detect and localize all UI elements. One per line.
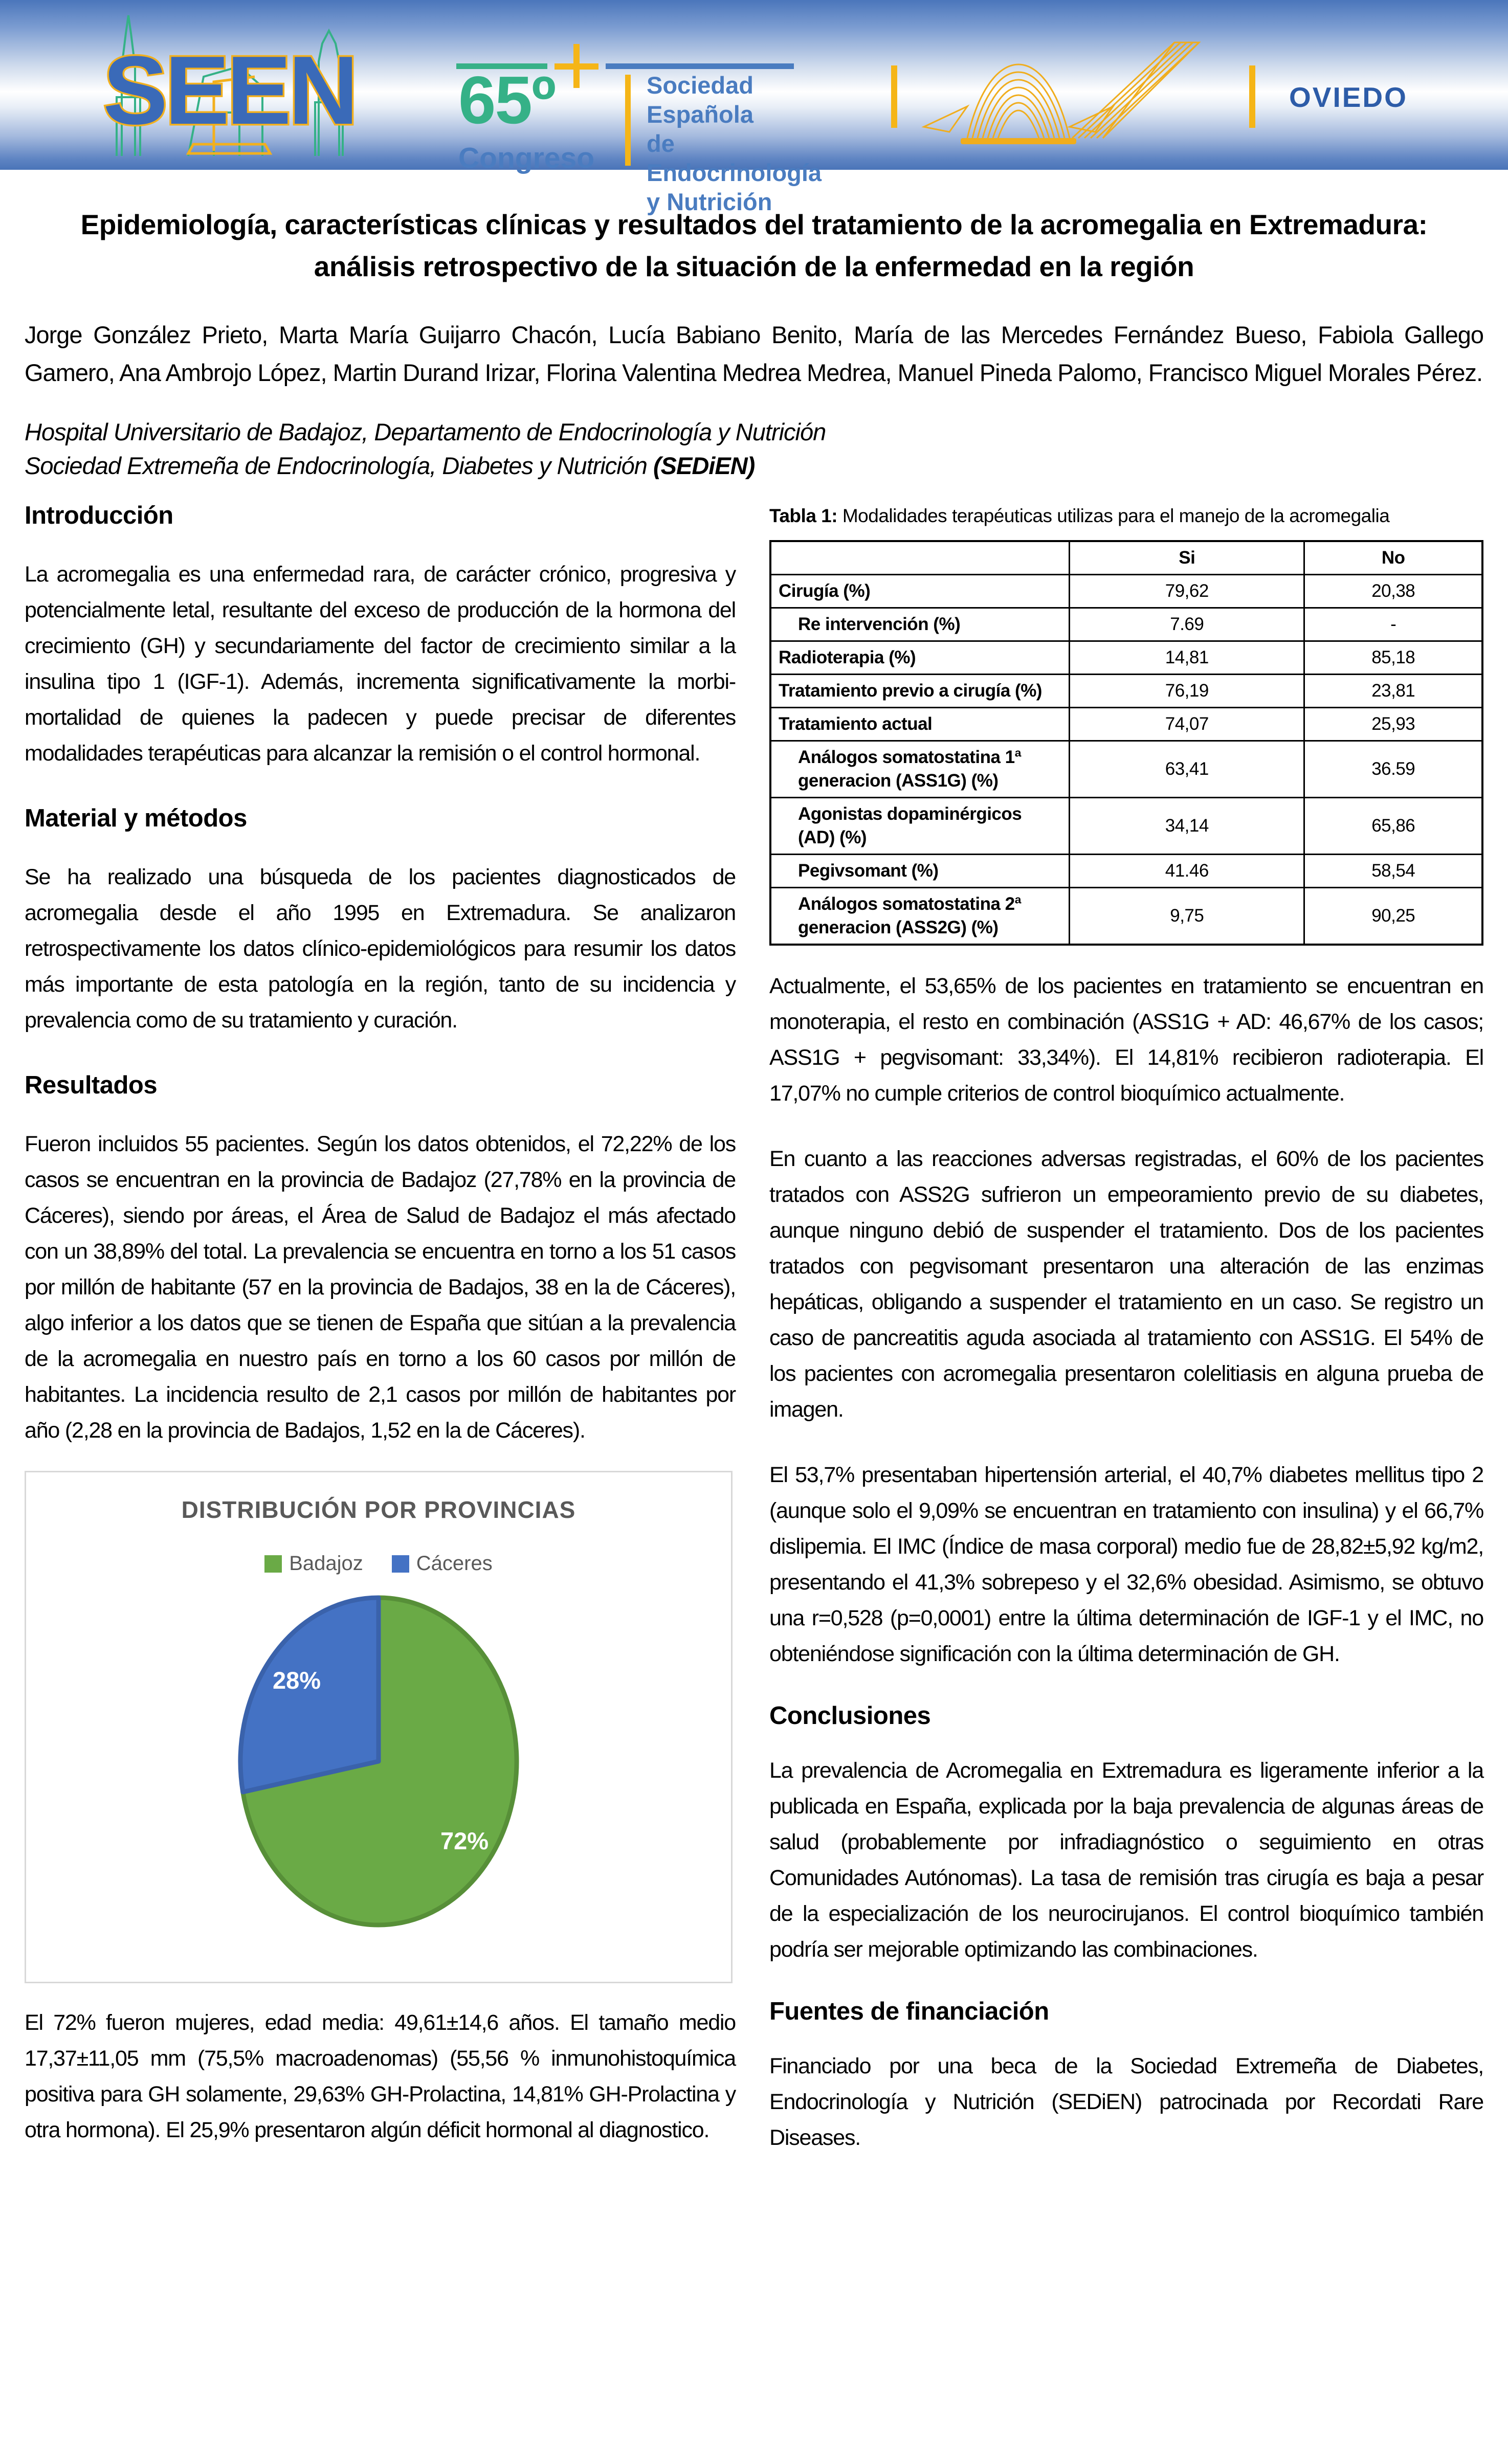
blue-line (606, 63, 794, 69)
section-heading-metodos: Material y métodos (25, 804, 247, 832)
resultados-text2: El 72% fueron mujeres, edad media: 49,61±14,6 años. El tamaño medio 17,37±11,05 mm (75,5% macroadenomas) (55,56 % inmunohistoquímica positiva para GH solamente, 29,63% GH-Prolactina, 14,81% GH-Prolactina y otra hormona). El 25,9% presentaron algún déficit hormonal al diagnostico. (25, 2010, 736, 2142)
section-heading-financiacion: Fuentes de financiación (769, 1998, 1049, 2025)
affiliations (25, 415, 1483, 483)
pie-slice-caceres (240, 1598, 379, 1792)
header-si: Si (1070, 541, 1304, 575)
society-line2: de Endocrinología (647, 130, 822, 186)
section-heading-introduccion: Introducción (25, 502, 173, 529)
conclusiones-text: La prevalencia de Acromegalia en Extremadura es ligeramente inferior a la publicada en España, explicada por la baja prevalencia de algunas áreas de salud (probablemente por infradiagnóstico o seguimiento en otras Comunidades Autónomas). La tasa de remisión tras cirugía es baja a pesar de la especialización de los neurocirujanos. El control bioquímico también podría ser mejorable optimizando las combinaciones. (769, 1758, 1483, 1962)
header-no: No (1304, 541, 1482, 575)
legend-item-badajoz (264, 1552, 363, 1575)
header-banner (0, 0, 1508, 215)
legend-label-caceres: Cáceres (416, 1552, 493, 1575)
chart-legend (26, 1552, 731, 1575)
provinces-chart (25, 1471, 733, 1983)
table-row: Análogos somatostatina 1ª generacion (ASS1G) (%) 63,41 36.59 (770, 741, 1482, 798)
treatment-table (769, 540, 1483, 946)
congress-number: 65º (458, 62, 556, 138)
tratamiento-paragraph-1: Actualmente, el 53,65% de los pacientes en tratamiento se encuentran en monoterapia, el resto en combinación (ASS1G + AD: 46,67% de los casos; ASS1G + pegvisomant: 33,34%). El 14,81% recibieron radioterapia. El 17,07% no cumple criterios de control bioquímico actualmente. (769, 974, 1483, 1106)
table-row: Tratamiento previo a cirugía (%) 76,19 23,81 (770, 675, 1482, 708)
tratamiento-paragraph-3: El 53,7% presentaban hipertensión arterial, el 40,7% diabetes mellitus tipo 2 (aunque solo el 9,09% se encuentran en tratamiento con insulina) y el 66,7% dislipemia. El IMC (Índice de masa corporal) medio fue de 28,82±5,92 kg/m2, presentando el 41,3% sobrepeso y el 32,6% obesidad. Asimismo, se obtuvo una r=0,528 (p=0,0001) entre la última determinación de IGF-1 y el IMC, no obteniéndose significación con la última determinación de GH. (769, 1463, 1483, 1666)
table-row: Tratamiento actual 74,07 25,93 (770, 708, 1482, 741)
authors-list: Jorge González Prieto, Marta María Guijarro Chacón, Lucía Babiano Benito, María de las Mercedes Fernández Bueso, Fabiola Gallego Gamero, Ana Ambrojo López, Martin Durand Irizar, Florina Valentina Medrea Medrea, Manuel Pineda Palomo, Francisco Miguel Morales Pérez. (25, 321, 1483, 386)
society-line1: Sociedad Española (647, 72, 753, 128)
chart-title: DISTRIBUCIÓN POR PROVINCIAS (181, 1496, 576, 1523)
seen-logo (86, 5, 372, 166)
society-acronym: (SEDiEN) (653, 452, 755, 479)
legend-swatch-caceres (392, 1555, 409, 1573)
congress-block (456, 19, 845, 215)
right-column (769, 501, 1483, 2185)
introduccion-text: La acromegalia es una enfermedad rara, de carácter crónico, progresiva y potencialmente letal, resultante del exceso de producción de la hormona del crecimiento (GH) y secundariamente del factor de crecimiento similar a la insulina tipo 1 (IGF-1). Además, incrementa significativamente la morbi-mortalidad de quienes la padecen y puede precisar de diferentes modalidades terapéuticas para alcanzar la remisión o el control hormonal. (25, 562, 736, 766)
table-row: Cirugía (%) 79,62 20,38 (770, 575, 1482, 608)
left-column (25, 501, 736, 2181)
pie-label-caceres: 28% (272, 1667, 321, 1694)
content-columns (25, 501, 1483, 2185)
tratamiento-paragraph-2: En cuanto a las reacciones adversas registradas, el 60% de los pacientes tratados con ASS2G sufrieron un empeoramiento previo de su diabetes, aunque ninguno debió de suspender el tratamiento. Dos de los pacientes tratados con pegvisomant presentaron una alteración de las enzimas hepáticas, obligando a suspender el tratamiento en un caso. Se registro un caso de pancreatitis aguda asociada al tratamiento con ASS1G. El 54% de los pacientes con acromegalia presentaron colelitiasis en alguna prueba de imagen. (769, 1147, 1483, 1422)
congress-word: Congreso (458, 142, 595, 174)
table-row: Radioterapia (%) 14,81 85,18 (770, 641, 1482, 675)
yellow-bar-icon (1249, 65, 1255, 128)
pie-label-badajoz: 72% (440, 1827, 489, 1854)
poster-title: Epidemiología, características clínicas y resultados del tratamiento de la acromegalia en Extremadura: análisis retrospectivo de la situación de la enfermedad en la región (80, 209, 1428, 282)
section-heading-resultados: Resultados (25, 1071, 158, 1099)
legend-item-caceres (392, 1552, 493, 1575)
legend-swatch-badajoz (264, 1555, 282, 1573)
metodos-text: Se ha realizado una búsqueda de los pacientes diagnosticados de acromegalia desde el año 1995 en Extremadura. Se analizaron retrospectivamente los datos clínico-epidemiológicos para resumir los datos más importante de esta patología en la región, tanto de su incidencia y prevalencia como de su tratamiento y curación. (25, 865, 736, 1033)
pie-chart (26, 1589, 731, 1936)
seen-logo-text: SEEN (103, 36, 356, 145)
table-row: Re intervención (%) 7.69 - (770, 608, 1482, 641)
financiacion-text: Financiado por una beca de la Sociedad Extremeña de Diabetes, Endocrinología y Nutrición (SEDiEN) patrocinada por Recordati Rare Diseases. (769, 2054, 1483, 2150)
section-heading-conclusiones: Conclusiones (769, 1702, 931, 1730)
society-line3: y Nutrición (647, 188, 772, 215)
header-empty (770, 541, 1070, 575)
table-header-row (770, 541, 1482, 575)
table-caption (769, 505, 1483, 527)
society-name (647, 71, 845, 216)
legend-label-badajoz: Badajoz (289, 1552, 363, 1575)
plus-icon (555, 44, 598, 88)
affiliation-line1: Hospital Universitario de Badajoz, Departamento de Endocrinología y Nutrición (25, 418, 826, 445)
table-caption-label: Tabla 1: (769, 505, 838, 526)
affiliation-line2: Sociedad Extremeña de Endocrinología, Diabetes y Nutrición (SEDiEN) (25, 452, 755, 479)
table-caption-text: Modalidades terapéuticas utilizas para el manejo de la acromegalia (837, 505, 1390, 526)
yellow-divider-icon (625, 75, 631, 166)
resultados-text: Fueron incluidos 55 pacientes. Según los datos obtenidos, el 72,22% de los casos se encuentran en la provincia de Badajoz (27,78% en la provincia de Cáceres), siendo por áreas, el Área de Salud de Badajoz el más afectado con un 38,89% del total. La prevalencia se encuentra en torno a los 51 casos por millón de habitante (57 en la provincia de Badajos, 38 en la de Cáceres), algo inferior a los datos que se tienen de España que sitúan a la prevalencia de la acromegalia en nuestro país en torno a los 60 casos por millón de habitantes. La incidencia resulto de 2,1 casos por millón de habitantes por año (2,28 en la provincia de Badajos, 1,52 en la de Cáceres). (25, 1132, 736, 1443)
seen-logo-icon (86, 5, 372, 164)
city-label: OVIEDO (1289, 81, 1408, 113)
table-row: Pegivsomant (%) 41.46 58,54 (770, 855, 1482, 888)
table-row: Agonistas dopaminérgicos (AD) (%) 34,14 65,86 (770, 798, 1482, 855)
table-row: Análogos somatostatina 2ª generacion (ASS2G) (%) 9,75 90,25 (770, 888, 1482, 945)
congress-venue-icon (919, 25, 1221, 150)
yellow-bar-icon (891, 65, 897, 128)
